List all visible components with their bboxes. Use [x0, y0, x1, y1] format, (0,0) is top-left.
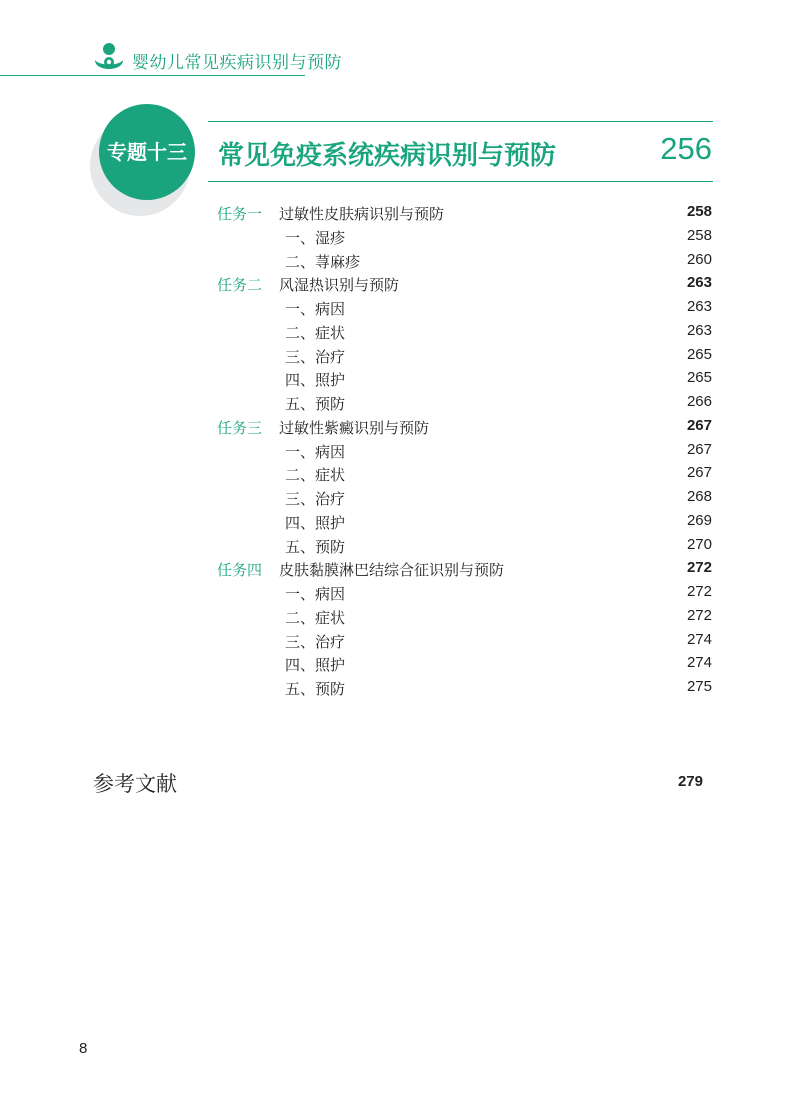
topic-badge-label: 专题十三: [107, 140, 187, 164]
item-page-number: 265: [686, 345, 712, 363]
item-title: 二、症状: [285, 608, 346, 627]
toc-task-row[interactable]: [0, 414, 800, 438]
item-title: 三、治疗: [285, 347, 346, 366]
item-title: 二、症状: [285, 466, 346, 485]
page-header: [0, 0, 800, 80]
item-page-number: 267: [686, 464, 712, 482]
task-title: 过敏性皮肤病识别与预防: [279, 205, 445, 223]
toc-item-row[interactable]: [0, 604, 800, 628]
header-divider: [0, 75, 305, 76]
item-page-number: 270: [686, 535, 712, 553]
item-title: 五、预防: [285, 395, 346, 413]
topic-top-rule: [208, 121, 713, 122]
item-title: 五、预防: [285, 680, 346, 698]
task-label: 任务三: [217, 418, 263, 437]
item-page-number: 275: [686, 678, 712, 695]
topic-bottom-rule: [208, 181, 713, 182]
toc-task-row[interactable]: [0, 556, 800, 580]
item-title: 一、病因: [285, 585, 346, 603]
item-page-number: 274: [686, 630, 712, 648]
item-page-number: 272: [686, 583, 712, 600]
toc-item-row[interactable]: [0, 628, 800, 652]
toc-item-row[interactable]: [0, 224, 800, 248]
item-title: 二、荨麻疹: [285, 252, 361, 271]
topic-page-number: 256: [660, 131, 712, 166]
item-title: 五、预防: [285, 537, 346, 556]
task-page-number: 263: [686, 274, 712, 292]
task-page-number: 258: [686, 203, 712, 220]
item-title: 三、治疗: [285, 632, 346, 651]
item-title: 一、病因: [285, 442, 346, 461]
item-title: 四、照护: [285, 513, 346, 532]
toc-item-row[interactable]: [0, 390, 800, 414]
task-page-number: 272: [686, 559, 712, 577]
toc-item-row[interactable]: [0, 675, 800, 699]
toc-item-row[interactable]: [0, 438, 800, 462]
toc-item-row[interactable]: [0, 295, 800, 319]
toc-item-row[interactable]: [0, 366, 800, 390]
item-page-number: 267: [686, 440, 712, 458]
toc-item-row[interactable]: [0, 651, 800, 675]
task-title: 皮肤黏膜淋巴结综合征识别与预防: [279, 561, 505, 580]
toc-item-row[interactable]: [0, 319, 800, 343]
book-title: 婴幼儿常见疾病识别与预防: [132, 53, 342, 73]
toc-item-row[interactable]: [0, 533, 800, 557]
item-title: 四、照护: [285, 371, 346, 390]
item-page-number: 263: [686, 298, 712, 315]
item-page-number: 268: [686, 488, 712, 505]
item-page-number: 260: [686, 250, 712, 268]
task-label: 任务一: [217, 205, 263, 223]
task-label: 任务二: [217, 276, 263, 295]
task-title: 过敏性紫癜识别与预防: [279, 418, 430, 437]
item-page-number: 263: [686, 321, 712, 339]
footer-page-number: 8: [79, 1040, 88, 1057]
toc-item-row[interactable]: [0, 509, 800, 533]
item-page-number: 258: [686, 226, 712, 244]
references-page-number: 279: [677, 773, 703, 790]
item-title: 一、湿疹: [285, 228, 346, 247]
task-page-number: 267: [686, 416, 712, 434]
item-title: 二、症状: [285, 323, 346, 342]
task-label: 任务四: [217, 561, 263, 580]
task-title: 风湿热识别与预防: [279, 276, 400, 295]
item-page-number: 266: [686, 393, 712, 410]
item-title: 四、照护: [285, 656, 346, 675]
references-title[interactable]: 参考文献: [93, 772, 177, 796]
item-title: 一、病因: [285, 300, 346, 318]
toc-item-row[interactable]: [0, 248, 800, 272]
item-page-number: 272: [686, 606, 712, 624]
mother-child-icon: [92, 42, 126, 76]
item-page-number: 265: [686, 369, 712, 387]
item-page-number: 269: [686, 511, 712, 529]
toc-task-row[interactable]: [0, 271, 800, 295]
table-of-contents: [0, 200, 800, 699]
toc-item-row[interactable]: [0, 343, 800, 367]
toc-item-row[interactable]: [0, 485, 800, 509]
toc-item-row[interactable]: [0, 580, 800, 604]
toc-item-row[interactable]: [0, 461, 800, 485]
toc-task-row[interactable]: [0, 200, 800, 224]
item-page-number: 274: [686, 654, 712, 672]
topic-title[interactable]: 常见免疫系统疾病识别与预防: [218, 141, 557, 171]
item-title: 三、治疗: [285, 490, 346, 508]
